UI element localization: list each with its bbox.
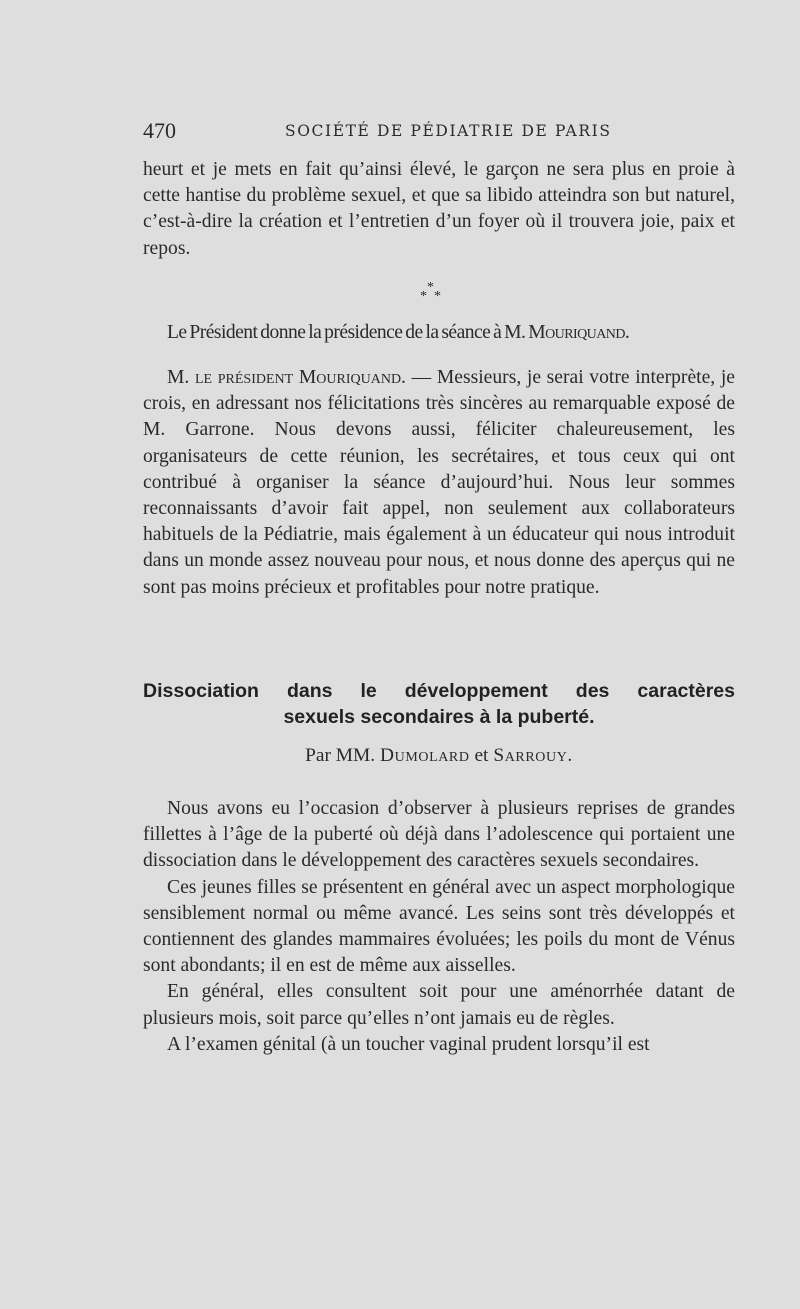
intro-paragraph-block: [143, 157, 735, 262]
speaker-title: le président: [194, 367, 294, 388]
article-title-line-1: Dissociation dans le développement des caractères: [143, 680, 735, 702]
asterisk-right: *: [434, 289, 441, 304]
president-announcement: [143, 320, 735, 346]
president-address: [143, 365, 735, 601]
president-address-block: [143, 365, 735, 601]
announcement-name: Mouriquand.: [528, 322, 630, 343]
author-1: Dumolard: [380, 745, 470, 766]
article-paragraph-3: En général, elles consultent soit pour une aménorrhée datant de plusieurs mois, soit parce qu’elles n’ont jamais eu de règles.: [143, 981, 735, 1029]
announcement-block: [143, 320, 735, 346]
speaker-dash: —: [405, 367, 437, 388]
page-header: [143, 118, 735, 148]
address-text: Messieurs, je serai votre interprète, je crois, en adressant nos félicitations très sincères au remarquable exposé de M. Garrone. Nous devons aussi, féliciter chaleureusement, les organisateurs de cette réunion, les secrétaires, et tous ceux qui ont contribué à organiser la séance d’aujourd’hui. Nous leur sommes reconnaissants d’avoir fait appel, non seulement aux collaborateurs habituels de la Pédiatrie, mais également à un éducateur qui nous introduit dans un monde assez nouveau pour nous, et nous donne des aperçus qui ne sont pas moins précieux et profitables pour notre pratique.: [143, 367, 735, 598]
section-separator-asterism: [420, 280, 450, 310]
announcement-text: Le Président donne la présidence de la séance à M.: [167, 322, 526, 343]
article-body: [143, 796, 735, 1058]
page-number: 470: [143, 118, 176, 143]
article-paragraph-1: Nous avons eu l’occasion d’observer à plusieurs reprises de grandes fillettes à l’âge de la puberté où déjà dans l’adolescence qui portaient une dissociation dans le développement des caractères sexuels secondaires.: [143, 798, 735, 872]
asterisk-left: *: [420, 289, 427, 304]
article-paragraph-2: Ces jeunes filles se présentent en général avec un aspect morphologique sensiblement normal ou même avancé. Les seins sont très développés et contiennent des glandes mammaires évoluées; les poils du mont de Vénus sont abondants; il en est de même aux aisselles.: [143, 876, 735, 977]
article-title: [143, 678, 735, 730]
byline-conjunction: et: [474, 745, 489, 766]
article-title-line-2: sexuels secondaires à la puberté.: [283, 706, 595, 728]
running-head: SOCIÉTÉ DE PÉDIATRIE DE PARIS: [285, 122, 612, 140]
speaker-prefix: M.: [167, 367, 190, 388]
article-byline: [143, 743, 735, 769]
byline-prefix: Par MM.: [305, 745, 376, 766]
article-paragraph-4: A l’examen génital (à un toucher vaginal prudent lorsqu’il est: [167, 1033, 650, 1055]
author-2: Sarrouy.: [493, 745, 573, 766]
speaker-name: Mouriquand.: [298, 367, 406, 388]
asterisk-top: *: [427, 280, 434, 295]
intro-paragraph: heurt et je mets en fait qu’ainsi élevé, le garçon ne sera plus en proie à cette hantise du problème sexuel, et que sa libido atteindra son but naturel, c’est-à-dire la création et l’entretien d’un foyer où il trouvera joie, paix et repos.: [143, 159, 735, 259]
